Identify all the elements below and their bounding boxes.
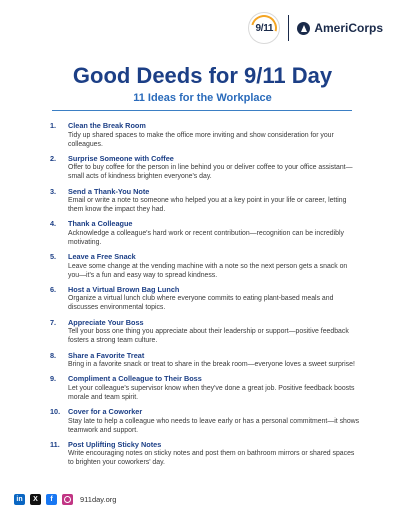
list-item xyxy=(50,440,360,468)
idea-description: Leave some change at the vending machine with a note so the next person gets a snack on you—it's a fun and easy way to spread kindness. xyxy=(68,262,348,279)
ideas-list xyxy=(50,121,360,473)
idea-title: Post Uplifting Sticky Notes xyxy=(68,439,162,449)
idea-title: Host a Virtual Brown Bag Lunch xyxy=(68,284,180,294)
idea-description: Bring in a favorite snack or treat to share in the break room—everyone loves a sweet surprise! xyxy=(68,361,355,369)
idea-number: 9. xyxy=(50,374,57,384)
idea-description: Offer to buy coffee for the person in line behind you or deliver coffee to your office assistant—small acts of kindness brighten everyone's day. xyxy=(68,164,353,181)
idea-number: 11. xyxy=(50,439,60,449)
facebook-icon[interactable]: f xyxy=(46,494,57,505)
website-link[interactable]: 911day.org xyxy=(80,495,117,504)
instagram-icon[interactable] xyxy=(62,494,73,505)
idea-number: 4. xyxy=(50,219,57,229)
idea-title: Share a Favorite Treat xyxy=(68,350,145,360)
idea-description: Acknowledge a colleague's hard work or recent contribution—recognition can be incredibly motivating. xyxy=(68,229,344,246)
idea-description: Tidy up shared spaces to make the office more inviting and show consideration for your colleagues. xyxy=(68,131,334,148)
idea-description: Tell your boss one thing you appreciate about their leadership or support—positive feedback fosters a strong team culture. xyxy=(68,328,349,345)
list-item xyxy=(50,121,360,149)
logo-911-text: 9/11 xyxy=(255,22,274,34)
idea-description: Email or write a note to someone who helped you at a key point in your life or career, letting them know the impact they had. xyxy=(68,197,347,214)
list-item xyxy=(50,154,360,182)
idea-number: 1. xyxy=(50,121,57,130)
idea-title: Surprise Someone with Coffee xyxy=(68,153,174,163)
list-item xyxy=(50,351,360,370)
idea-title: Clean the Break Room xyxy=(68,121,146,130)
idea-title: Cover for a Coworker xyxy=(68,407,143,417)
idea-description: Stay late to help a colleague who needs to leave early or has a personal commitment—it shows teamwork and support. xyxy=(68,417,360,434)
idea-number: 5. xyxy=(50,252,57,262)
footer-social xyxy=(14,494,116,505)
logo-divider xyxy=(288,15,289,41)
idea-description: Let your colleague's supervisor know when they've done a great job. Positive feedback boosts morale and team spirit. xyxy=(68,384,355,401)
x-icon[interactable]: X xyxy=(30,494,41,505)
page-subtitle: 11 Ideas for the Workplace xyxy=(133,92,272,104)
idea-number: 2. xyxy=(50,153,57,163)
page-title: Good Deeds for 9/11 Day xyxy=(72,63,333,88)
list-item xyxy=(50,318,360,346)
idea-title: Compliment a Colleague to Their Boss xyxy=(68,374,202,384)
idea-title: Thank a Colleague xyxy=(68,219,133,229)
idea-number: 7. xyxy=(50,317,57,327)
list-item xyxy=(50,187,360,215)
idea-title: Send a Thank-You Note xyxy=(68,186,150,196)
idea-description: Write encouraging notes on sticky notes and post them on bathroom mirrors or shared spaces to brighten your coworkers' day. xyxy=(68,450,355,467)
list-item xyxy=(50,285,360,313)
title-divider xyxy=(52,110,352,111)
idea-number: 6. xyxy=(50,284,57,294)
list-item xyxy=(50,407,360,435)
idea-title: Appreciate Your Boss xyxy=(68,317,144,327)
linkedin-icon[interactable]: in xyxy=(14,494,25,505)
list-item xyxy=(50,252,360,280)
americorps-name: AmeriCorps xyxy=(314,21,383,35)
idea-number: 8. xyxy=(50,350,57,360)
idea-number: 10. xyxy=(50,407,61,417)
list-item xyxy=(50,219,360,247)
list-item xyxy=(50,374,360,402)
logo-arc xyxy=(247,10,283,46)
americorps-logo xyxy=(297,21,383,35)
idea-description: Organize a virtual lunch club where everyone commits to eating plant-based meals and discusses environmental topics. xyxy=(68,295,334,312)
idea-title: Leave a Free Snack xyxy=(68,252,136,262)
americorps-mark-icon xyxy=(297,22,310,35)
911-day-logo xyxy=(248,12,280,44)
idea-number: 3. xyxy=(50,186,57,196)
header-logos xyxy=(248,12,383,44)
